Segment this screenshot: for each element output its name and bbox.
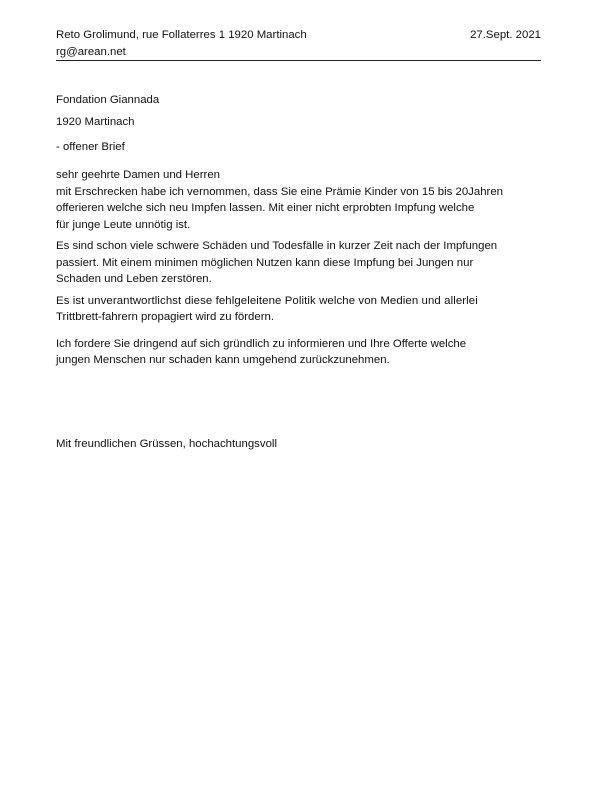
paragraph-2: [56, 238, 556, 288]
paragraph-line: Es ist unverantwortlichst diese fehlgeleitene Politik welche von Medien und allerlei: [56, 294, 478, 307]
paragraph-line: Trittbrett-fahrern propagiert wird zu fördern.: [56, 311, 274, 323]
letter-header: [56, 27, 541, 61]
letter-date: 27.Sept. 2021: [470, 29, 541, 41]
salutation: sehr geehrte Damen und Herren: [56, 169, 220, 181]
paragraph-line: Es sind schon viele schwere Schäden und Todesfälle in kurzer Zeit nach der Impfungen: [56, 240, 498, 252]
recipient-block: [56, 92, 541, 135]
recipient-city: 1920 Martinach: [56, 115, 135, 128]
paragraph-1: [56, 184, 556, 234]
header-first-line: [56, 27, 541, 44]
paragraph-line: Ich fordere Sie dringend auf sich gründlich zu informieren und Ihre Offerte welche: [56, 337, 467, 350]
paragraph-4: [56, 336, 556, 369]
letter-body: [56, 167, 556, 374]
paragraph-line: für junge Leute unnötig ist.: [56, 218, 191, 231]
recipient-name: Fondation Giannada: [56, 94, 160, 106]
paragraph-line: Schaden und Leben zerstören.: [56, 273, 212, 285]
letter-closing: Mit freundlichen Grüssen, hochachtungsvoll: [56, 438, 277, 450]
paragraph-line: passiert. Mit einem minimen möglichen Nutzen kann diese Impfung bei Jungen nur: [56, 256, 474, 269]
header-divider: [56, 60, 541, 61]
paragraph-line: jungen Menschen nur schaden kann umgehend zurückzunehmen.: [56, 354, 390, 366]
paragraph-line: offerieren welche sich neu Impfen lassen. Mit einer nicht erprobten Impfung welche: [56, 202, 475, 214]
sender-email: rg@arean.net: [56, 46, 126, 58]
sender-address: Reto Grolimund, rue Follaterres 1 1920 Martinach: [56, 29, 307, 41]
paragraph-3: [56, 293, 556, 326]
letter-subject: - offener Brief: [56, 141, 125, 153]
paragraph-line: mit Erschrecken habe ich vernommen, dass Sie eine Prämie Kinder von 15 bis 20Jahren: [56, 185, 503, 198]
